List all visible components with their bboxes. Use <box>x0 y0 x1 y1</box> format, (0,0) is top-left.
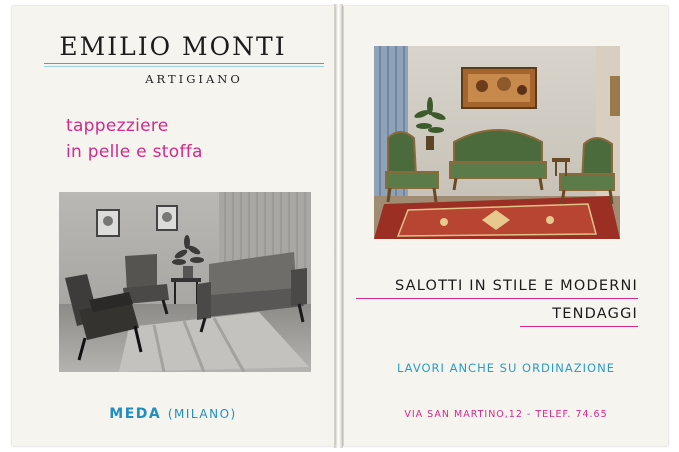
classic-style-living-room-photo <box>374 46 620 239</box>
custom-orders-note: LAVORI ANCHE SU ORDINAZIONE <box>397 361 615 375</box>
left-page <box>12 6 335 446</box>
city-name: MEDA <box>109 406 162 422</box>
modern-living-room-photo <box>59 192 311 372</box>
headline-salotti: SALOTTI IN STILE E MODERNI <box>394 278 638 294</box>
brand-subtitle: ARTIGIANO <box>145 72 243 86</box>
right-page <box>343 6 668 446</box>
brand-rule-secondary <box>44 66 324 67</box>
craft-line-2: in pelle e stoffa <box>66 142 203 162</box>
craft-line-1: tappezziere <box>66 116 169 136</box>
headline-tendaggi: TENDAGGI <box>552 306 638 322</box>
book-gutter <box>334 4 343 448</box>
brand-rule <box>44 63 324 64</box>
brand-name: EMILIO MONTI <box>59 32 287 61</box>
city-line <box>12 403 334 422</box>
headline-underline <box>356 298 638 299</box>
headline-underline-short <box>520 326 638 327</box>
address-line: VIA SAN MARTINO,12 - TELEF. 74.65 <box>404 409 608 420</box>
city-region: (MILANO) <box>167 407 237 421</box>
